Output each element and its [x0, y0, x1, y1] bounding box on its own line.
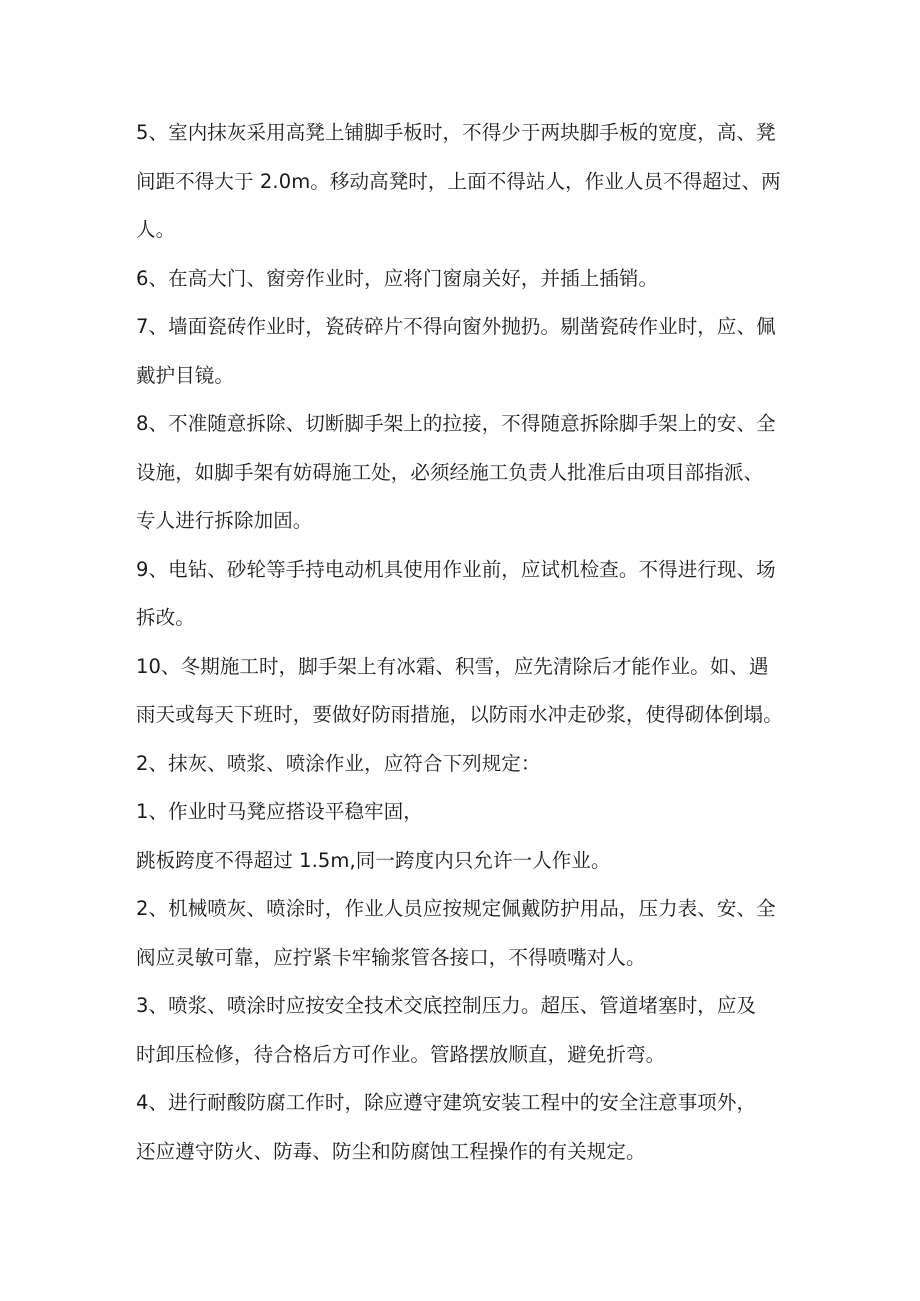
- text-line: 间距不得大于 2.0m。移动高凳时，上面不得站人，作业人员不得超过、两: [136, 169, 781, 193]
- text-line: 9、电钻、砂轮等手持电动机具使用作业前，应试机检查。不得进行现、场: [136, 557, 776, 581]
- text-line: 设施，如脚手架有妨碍施工处，必须经施工负责人批准后由项目部指派、: [136, 460, 764, 484]
- text-line: 10、冬期施工时，脚手架上有冰霜、积雪，应先清除后才能作业。如、遇: [136, 654, 769, 678]
- text-line: 专人进行拆除加固。: [136, 509, 313, 532]
- text-line: 阀应灵敏可靠，应拧紧卡牢输浆管各接口，不得喷嘴对人。: [136, 945, 646, 969]
- text-line: 2、机械喷灰、喷涂时，作业人员应按规定佩戴防护用品，压力表、安、全: [136, 897, 776, 920]
- document-body: [136, 113, 796, 1180]
- text-line: 拆改。: [136, 606, 195, 629]
- text-line: 跳板跨度不得超过 1.5m,同一跨度内只允许一人作业。: [136, 848, 611, 872]
- text-line: 6、在高大门、窗旁作业时，应将门窗扇关好，并插上插销。: [136, 266, 659, 290]
- text-line: 2、抹灰、喷浆、喷涂作业，应符合下列规定：: [136, 751, 541, 775]
- text-line: 1、作业时马凳应搭设平稳牢固，: [136, 800, 423, 823]
- text-line: 还应遵守防火、防毒、防尘和防腐蚀工程操作的有关规定。: [136, 1139, 646, 1163]
- text-line: 人。: [136, 218, 176, 241]
- text-line: 戴护目镜。: [136, 363, 235, 387]
- text-line: 3、喷浆、喷涂时应按安全技术交底控制压力。超压、管道堵塞时，应及: [136, 994, 757, 1017]
- text-line: 4、进行耐酸防腐工作时，除应遵守建筑安装工程中的安全注意事项外，: [136, 1091, 757, 1114]
- text-line: 5、室内抹灰采用高凳上铺脚手板时，不得少于两块脚手板的宽度，高、凳: [136, 121, 776, 144]
- text-line: 7、墙面瓷砖作业时，瓷砖碎片不得向窗外抛扔。剔凿瓷砖作业时，应、佩: [136, 315, 776, 338]
- text-line: 8、不准随意拆除、切断脚手架上的拉接，不得随意拆除脚手架上的安、全: [136, 412, 776, 435]
- text-line: 雨天或每天下班时，要做好防雨措施，以防雨水冲走砂浆，使得砌体倒塌。: [136, 703, 783, 726]
- text-line: 时卸压检修，待合格后方可作业。管路摆放顺直，避免折弯。: [136, 1042, 666, 1066]
